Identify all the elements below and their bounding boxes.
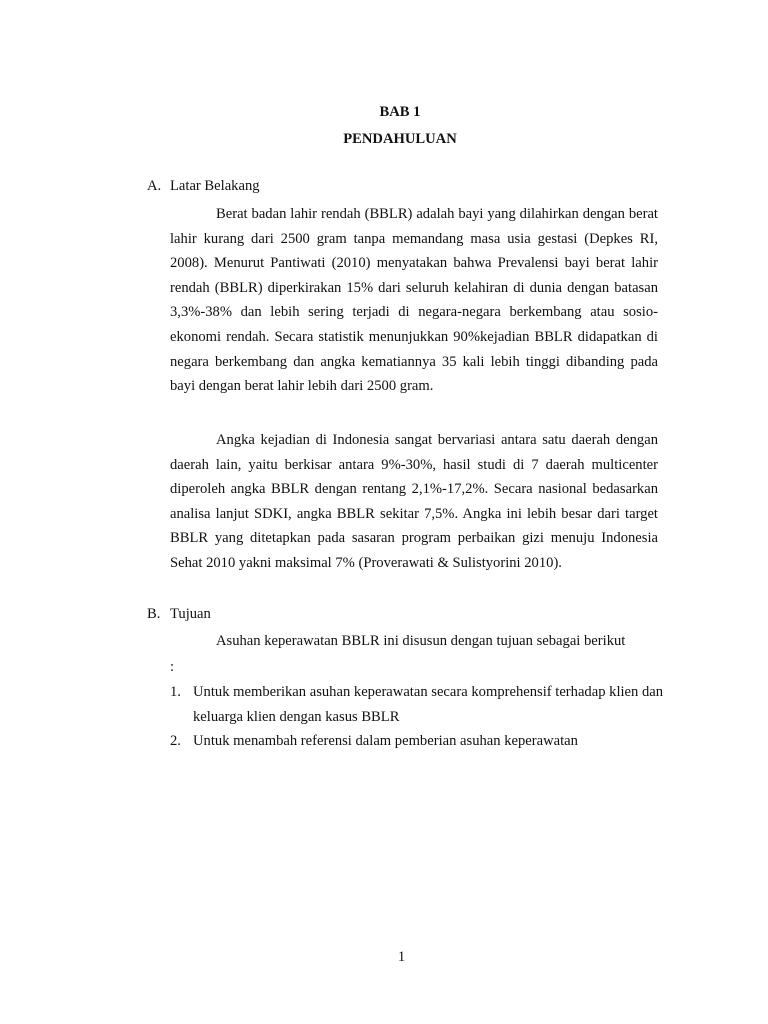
objective-item: [170, 680, 670, 729]
section-a-marker: A.: [147, 178, 162, 194]
section-b-marker: B.: [147, 606, 161, 622]
background-paragraph-1: Berat badan lahir rendah (BBLR) adalah bayi yang dilahirkan dengan berat lahir kurang dari 2500 gram tanpa memandang masa usia gestasi (Depkes RI, 2008). Menurut Pantiwati (2010) menyatakan bahwa Prevalensi bayi berat lahir rendah (BBLR) diperkirakan 15% dari seluruh kelahiran di dunia dengan batasan 3,3%-38% dan lebih sering terjadi di negara-negara berkembang atau sosio-ekonomi rendah. Secara statistik menunjukkan 90%kejadian BBLR didapatkan di negara berkembang dan angka kematiannya 35 kali lebih tinggi dibanding pada bayi dengan berat lahir lebih dari 2500 gram.: [170, 206, 658, 395]
section-a-title: Latar Belakang: [170, 178, 260, 194]
objective-text: Untuk memberikan asuhan keperawatan secara komprehensif terhadap klien dan keluarga klien dengan kasus BBLR: [193, 684, 664, 725]
objective-item: [170, 729, 670, 754]
objective-text: Untuk menambah referensi dalam pemberian asuhan keperawatan: [193, 733, 578, 749]
objectives-intro: Asuhan keperawatan BBLR ini disusun dengan tujuan sebagai berikut: [216, 633, 626, 649]
objectives-colon: :: [170, 659, 175, 675]
objective-number: 1.: [170, 684, 181, 700]
chapter-number: BAB 1: [379, 104, 421, 120]
section-a-heading: [147, 177, 260, 195]
objective-number: 2.: [170, 733, 181, 749]
chapter-title: PENDAHULUAN: [343, 131, 457, 147]
page-number: 1: [397, 949, 406, 965]
background-paragraph-2: Angka kejadian di Indonesia sangat bervariasi antara satu daerah dengan daerah lain, yaitu berkisar antara 9%-30%, hasil studi di 7 daerah multicenter diperoleh angka BBLR dengan rentang 2,1%-17,2%. Secara nasional bedasarkan analisa lanjut SDKI, angka BBLR sekitar 7,5%. Angka ini lebih besar dari target BBLR yang ditetapkan pada sasaran program perbaikan gizi menuju Indonesia Sehat 2010 yakni maksimal 7% (Proverawati & Sulistyorini 2010).: [170, 432, 658, 571]
section-b-heading: [147, 605, 211, 623]
section-b-title: Tujuan: [170, 606, 211, 622]
